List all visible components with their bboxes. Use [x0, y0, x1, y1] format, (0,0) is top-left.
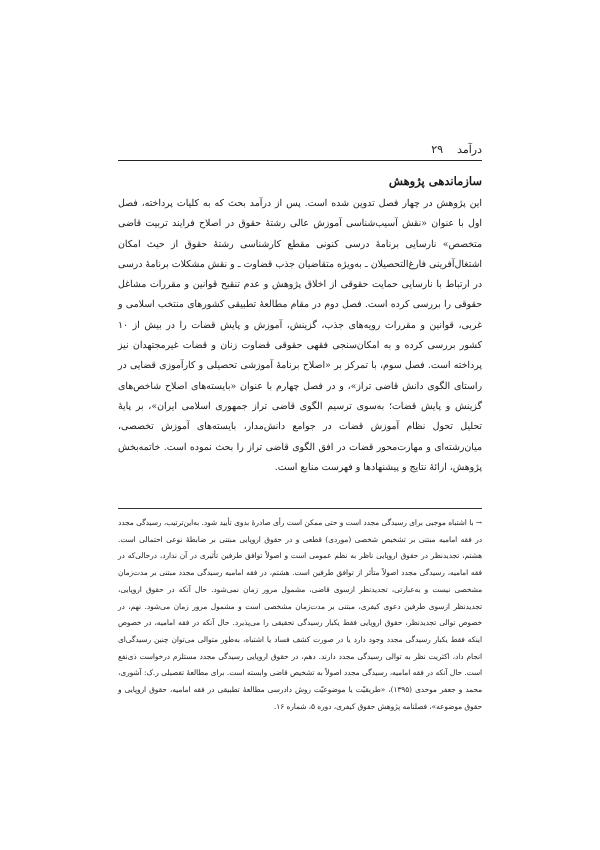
header-rule	[118, 160, 482, 161]
chapter-title: درآمد	[457, 142, 482, 156]
footnote-rule	[118, 508, 482, 509]
footnote-text: → با اشتباه موجبی برای رسیدگی مجدد است و حتی ممکن است رأی صادرهٔ بدوی تأیید شود. به‌این‌ترتیب، رسیدگی مجدد در فقه امامیه مبتنی بر تشخیص شخصی (موردی) قطعی و در حقوق اروپایی مبتنی بر ضابطهٔ نوعی احتمالی است. هشتم، تجدیدنظر در حقوق اروپایی ناظر به نظم عمومی است و اصولاً توافق طرفین تأثیری در آن ندارد، درحالی‌که در فقه امامیه، رسیدگی مجدد اصولاً متأثر از توافق طرفین است. هشتم، در فقه امامیه رسیدگی مجدد مبتنی بر مدت‌زمان مشخصی نیست و به‌عبارتی، تجدیدنظر ازسوی قاضی، مشمول مرور زمان نمی‌شود. حال آنکه در حقوق اروپایی، تجدیدنظر ازسوی طرفین دعوی کیفری، مبتنی بر مدت‌زمان مشخصی است و مشمول مرور زمان می‌شود. نهم، در خصوص توالی تجدیدنظر، حقوق اروپایی فقط یکبار رسیدگی تحقیقی را می‌پذیرد. حال آنکه در فقه امامیه، در خصوص اینکه فقط یکبار رسیدگی مجدد وجود دارد یا در صورت کشف فساد یا اشتباه، به‌طور متوالی می‌توان چنین رسیدگی‌ای انجام داد، اکثریت نظر به توالی رسیدگی مجدد دارند. دهم، در حقوق اروپایی رسیدگی مجدد مستلزم درخواست ذی‌نفع است. حال آنکه در فقه امامیه، رسیدگی مجدد اصولاً به تشخیص قاضی وابسته است. برای مطالعهٔ تفصیلی ر.ک: آشوری، محمد و جعفر موحدی (۱۳۹۵)، «طریقیّت یا موضوعیّت روش دادرسی مطالعهٔ تطبیقی در فقه امامیه، حقوق اروپایی و حقوق موضوعه»، فصلنامه پژوهش حقوق کیفری، دوره ۵، شماره ۱۶.	[118, 518, 483, 711]
running-header	[118, 140, 482, 158]
section-heading: سازماندهی پژوهش	[388, 174, 482, 188]
body-paragraph: این پژوهش در چهار فصل تدوین شده است. پس از درآمد بحث که به کلیات پرداخته، فصل اول با عنوان «نقش آسیب‌شناسی آموزش عالی رشتهٔ حقوق در اصلاح فرایند تربیت قاضی متخصص» نارسایی برنامهٔ درسی کنونی مقطع کارشناسی رشتهٔ حقوق از حیث امکان اشتغال‌آفرینی فارغ‌التحصیلان ـ به‌ویژه متقاضیان جذب قضاوت ـ و نقش مشکلات برنامهٔ درسی در ارتباط با نارسایی حمایت حقوقی از اخلاق پژوهش و عدم تنقیح قوانین و مقررات مشاغل حقوقی را بررسی کرده است. فصل دوم در مقام مطالعهٔ تطبیقی کشورهای منتخب اسلامی و غربی، قوانین و مقررات رویه‌های جذب، گزینش، آموزش و پایش قضات را در بیش از ۱۰ کشور بررسی کرده و به امکان‌سنجی فقهی حقوقی قضاوت زنان و قضات غیرمجتهدان نیز پرداخته است. فصل سوم، با تمرکز بر «اصلاح برنامهٔ آموزشی تحصیلی و کارآموزی قضایی در راستای الگوی دانش قاضی تراز»، و در فصل چهارم با عنوان «بایسته‌های اصلاح شاخص‌های گزینش و پایش قضات؛ به‌سوی ترسیم الگوی قاضی تراز جمهوری اسلامی ایران»، بر پایهٔ تحلیل تحول نظام آموزش قضات در جوامع دانش‌مدار، بایسته‌های آموزش تخصصی، میان‌رشته‌ای و مهارت‌محور قضات در افق الگوی قاضی تراز را بحث نموده است. خاتمه‌بخش پژوهش، ارائهٔ نتایج و پیشنهادها و فهرست منابع است.	[118, 198, 482, 473]
page-number: ۲۹	[431, 142, 444, 156]
